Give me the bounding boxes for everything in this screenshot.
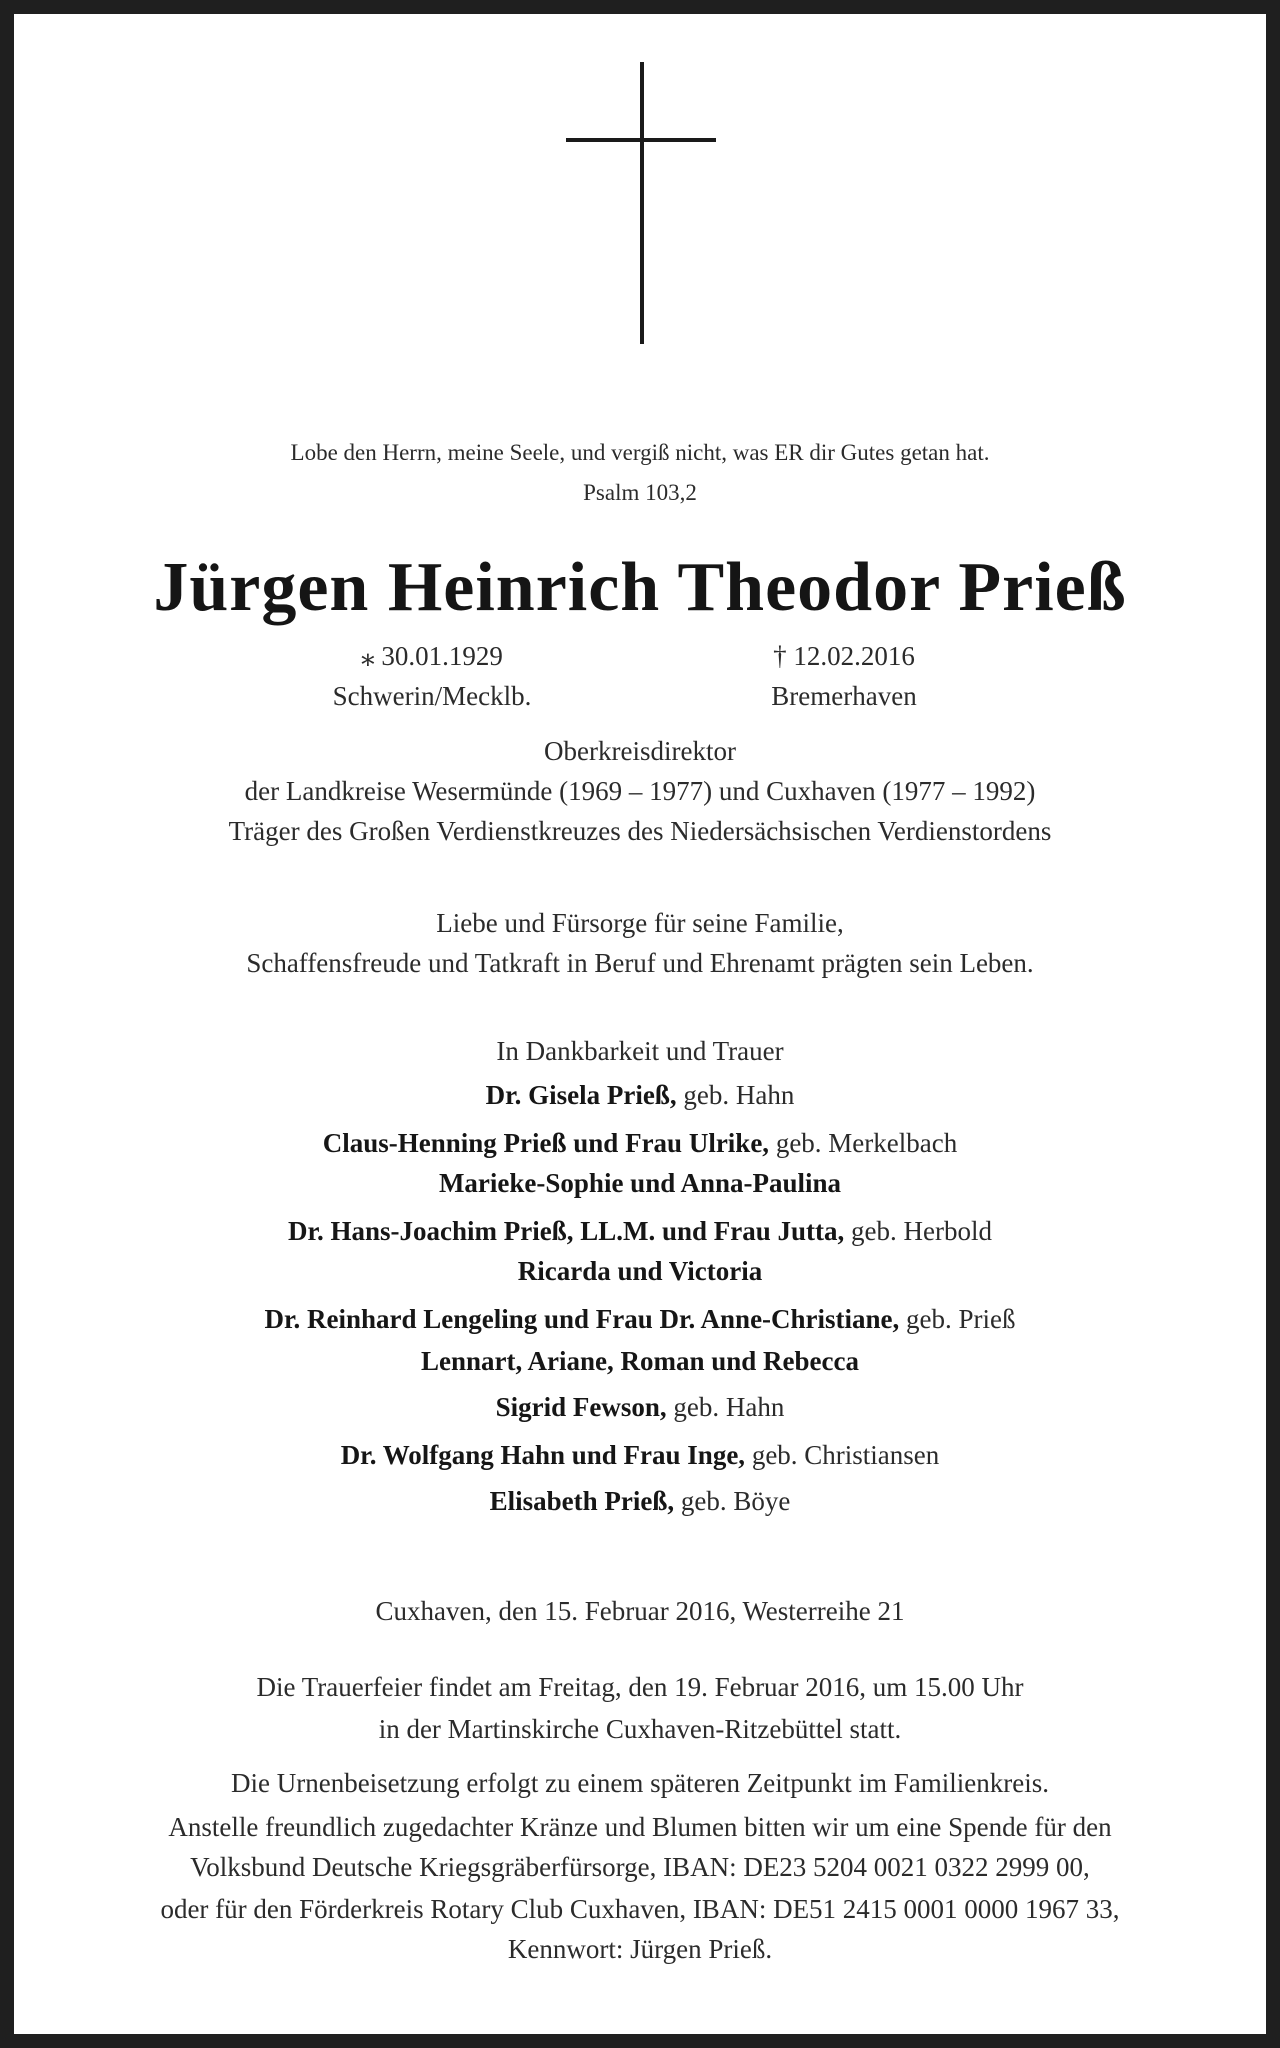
death-place: Bremerhaven	[771, 681, 917, 711]
mourner-line: Marieke-Sophie und Anna-Paulina	[438, 1168, 842, 1198]
birth-date: ⁎ 30.01.1929	[361, 641, 503, 671]
mourner-line: Ricarda und Victoria	[517, 1256, 763, 1286]
mourner-line: Dr. Reinhard Lengeling und Frau Dr. Anne-Christiane, geb. Prieß	[264, 1304, 1016, 1334]
birth-place: Schwerin/Mecklb.	[332, 681, 532, 711]
mourner-line: Elisabeth Prieß, geb. Böye	[489, 1486, 791, 1516]
urn-burial-note: Die Urnenbeisetzung erfolgt zu einem späteren Zeitpunkt im Familienkreis.	[230, 1768, 1049, 1798]
birth-info	[272, 636, 592, 716]
mourner-line: Dr. Gisela Prieß, geb. Hahn	[485, 1080, 795, 1110]
career-title: Oberkreisdirektor	[544, 736, 736, 766]
donation-line: Volksbund Deutsche Kriegsgräberfürsorge, IBAN: DE23 5204 0021 0322 2999 00,	[190, 1852, 1090, 1882]
career-districts: der Landkreise Wesermünde (1969 – 1977) und Cuxhaven (1977 – 1992)	[244, 776, 1036, 806]
cross-icon	[566, 62, 716, 344]
donation-line: Kennwort: Jürgen Prieß.	[507, 1934, 773, 1964]
tribute-line: Liebe und Fürsorge für seine Familie,	[436, 908, 844, 938]
mourner-line: Dr. Wolfgang Hahn und Frau Inge, geb. Christiansen	[340, 1440, 940, 1470]
deceased-name: Jürgen Heinrich Theodor Prieß	[153, 549, 1127, 626]
mourners-intro: In Dankbarkeit und Trauer	[496, 1036, 784, 1066]
mourner-line: Lennart, Ariane, Roman und Rebecca	[421, 1346, 859, 1376]
psalm-reference: Psalm 103,2	[583, 480, 697, 505]
tribute-line: Schaffensfreude und Tatkraft in Beruf und Ehrenamt prägten sein Leben.	[246, 948, 1034, 978]
death-date: † 12.02.2016	[773, 641, 915, 671]
career-honour: Träger des Großen Verdienstkreuzes des Niedersächsischen Verdienstordens	[228, 816, 1052, 846]
mourner-line: Dr. Hans-Joachim Prieß, LL.M. und Frau Jutta, geb. Herbold	[287, 1216, 992, 1246]
donation-line: oder für den Förderkreis Rotary Club Cuxhaven, IBAN: DE51 2415 0001 0000 1967 33,	[160, 1894, 1120, 1924]
psalm-quote: Lobe den Herrn, meine Seele, und vergiß nicht, was ER dir Gutes getan hat.	[290, 440, 990, 465]
service-line: Die Trauerfeier findet am Freitag, den 19. Februar 2016, um 15.00 Uhr	[256, 1672, 1024, 1702]
service-line: in der Martinskirche Cuxhaven-Ritzebüttel statt.	[378, 1714, 902, 1744]
mourner-line: Claus-Henning Prieß und Frau Ulrike, geb. Merkelbach	[322, 1128, 958, 1158]
mourner-line: Sigrid Fewson, geb. Hahn	[495, 1392, 785, 1422]
place-date: Cuxhaven, den 15. Februar 2016, Westerreihe 21	[375, 1596, 905, 1626]
donation-line: Anstelle freundlich zugedachter Kränze und Blumen bitten wir um eine Spende für den	[168, 1812, 1112, 1842]
death-info	[684, 636, 1004, 716]
